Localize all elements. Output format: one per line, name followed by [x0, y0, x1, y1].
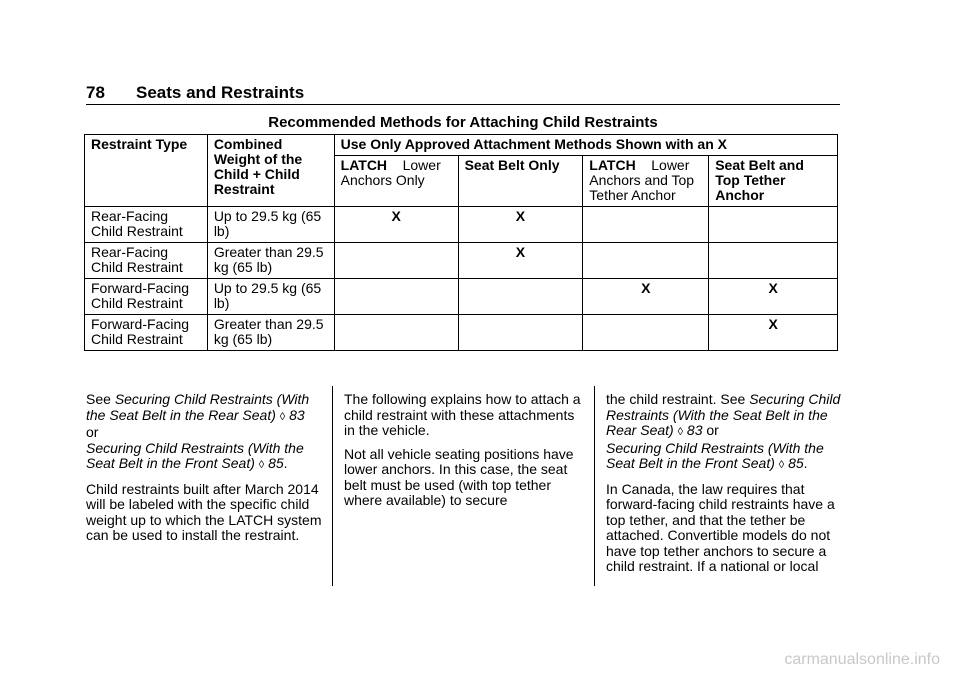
- method-header: [458, 156, 583, 207]
- table-row: [85, 315, 838, 351]
- cell-mark: [709, 207, 838, 243]
- cell-weight: Up to 29.5 kg (65 lb): [207, 279, 334, 315]
- cell-restraint-type: Rear-Facing Child Restraint: [85, 243, 208, 279]
- see-text: See: [86, 391, 111, 407]
- cell-mark: [458, 279, 583, 315]
- table-row: [85, 243, 838, 279]
- page-arrow-icon: ◊: [258, 459, 265, 471]
- cell-mark: X: [583, 279, 709, 315]
- method-header: [583, 156, 709, 207]
- cell-mark: X: [458, 207, 583, 243]
- cell-mark: [709, 243, 838, 279]
- cell-restraint-type: Forward-Facing Child Restraint: [85, 315, 208, 351]
- cross-reference-link[interactable]: Securing Child Restraints (With the Seat Belt in the Rear Seat): [606, 391, 841, 438]
- body-paragraph: In Canada, the law requires that forward-facing child restraints have a top tether, and that the tether be attached. Convertible models do not have top tether anchors to secure a child restraint. If a national or local: [606, 480, 835, 574]
- page-number: 78: [86, 83, 105, 102]
- cell-mark: [334, 315, 458, 351]
- table-header-row: [85, 135, 838, 156]
- page-arrow-icon: ◊: [778, 459, 785, 471]
- cell-restraint-type: Forward-Facing Child Restraint: [85, 279, 208, 315]
- body-paragraph: Child restraints built after March 2014 will be labeled with the specific child weight up to which the LATCH system can be used to install the restraint.: [86, 480, 322, 543]
- cell-mark: [334, 243, 458, 279]
- cell-weight: Greater than 29.5 kg (65 lb): [207, 243, 334, 279]
- column-divider: [332, 386, 333, 586]
- body-paragraph: Not all vehicle seating positions have lower anchors. In this case, the seat belt must be used (with top tether where available) to secure: [344, 445, 574, 508]
- cross-reference-link[interactable]: Securing Child Restraints (With the Seat Belt in the Rear Seat): [86, 391, 310, 423]
- cell-weight: Up to 29.5 kg (65 lb): [207, 207, 334, 243]
- cross-reference-paragraph: the child restraint. See Securing Child Restraints (With the Seat Belt in the Rear Seat) ◊ 83 or Securing Child Restraints (With the Seat Belt in the Front Seat) ◊ 85.: [606, 391, 841, 471]
- cross-reference-link[interactable]: Securing Child Restraints (With the Seat Belt in the Front Seat): [86, 439, 304, 471]
- cell-mark: [583, 207, 709, 243]
- method-label-strong: Seat Belt Only: [464, 157, 560, 173]
- cell-mark: X: [458, 243, 583, 279]
- cell-mark: [583, 315, 709, 351]
- page-reference[interactable]: 83: [686, 422, 703, 438]
- page-arrow-icon: ◊: [677, 426, 684, 438]
- section-title: Seats and Restraints: [136, 83, 305, 102]
- method-label-rest: Lower Anchors and Top Tether Anchor: [589, 157, 695, 203]
- header-rule: [86, 104, 840, 105]
- cross-reference-paragraph: See Securing Child Restraints (With the Seat Belt in the Rear Seat) ◊ 83 or Securing Child Restraints (With the Seat Belt in the Front Seat) ◊ 85.: [86, 391, 310, 471]
- cell-mark: [458, 315, 583, 351]
- cell-restraint-type: Rear-Facing Child Restraint: [85, 207, 208, 243]
- header-restraint-type: Restraint Type: [85, 135, 208, 207]
- watermark: carmanualsonline.info: [784, 651, 940, 668]
- header-combined-weight: Combined Weight of the Child + Child Restraint: [207, 135, 334, 207]
- cell-mark: X: [334, 207, 458, 243]
- header-use-only-methods: Use Only Approved Attachment Methods Shown with an X: [334, 135, 837, 156]
- body-paragraph: The following explains how to attach a child restraint with these attachments in the vehicle.: [344, 391, 581, 438]
- cell-weight: Greater than 29.5 kg (65 lb): [207, 315, 334, 351]
- method-label-strong: LATCH: [340, 157, 388, 173]
- cell-mark: X: [709, 315, 838, 351]
- text-column-1: [86, 392, 322, 552]
- cell-mark: X: [709, 279, 838, 315]
- child-restraint-table: [84, 134, 838, 351]
- method-label-strong: Seat Belt and Top Tether Anchor: [715, 157, 804, 203]
- cross-reference-link[interactable]: Securing Child Restraints (With the Seat Belt in the Front Seat): [606, 439, 824, 471]
- page-reference[interactable]: 85: [268, 455, 284, 471]
- page-header: [86, 83, 840, 105]
- column-divider: [594, 386, 595, 586]
- method-label-rest: Lower Anchors Only: [340, 157, 441, 188]
- or-text: or: [86, 424, 99, 440]
- method-label-strong: LATCH: [589, 157, 636, 173]
- table-row: [85, 279, 838, 315]
- lead-text: the child restraint. See: [606, 391, 746, 407]
- table-title: Recommended Methods for Attaching Child Restraints: [268, 114, 658, 131]
- cell-mark: [583, 243, 709, 279]
- text-column-2: [344, 392, 584, 517]
- method-header: [334, 156, 458, 207]
- page-arrow-icon: ◊: [279, 410, 286, 423]
- method-header: [709, 156, 838, 207]
- table-row: [85, 207, 838, 243]
- text-column-3: [606, 392, 842, 583]
- page-reference[interactable]: 83: [289, 406, 305, 423]
- page-reference[interactable]: 85: [788, 455, 804, 471]
- or-text: or: [706, 422, 719, 438]
- cell-mark: [334, 279, 458, 315]
